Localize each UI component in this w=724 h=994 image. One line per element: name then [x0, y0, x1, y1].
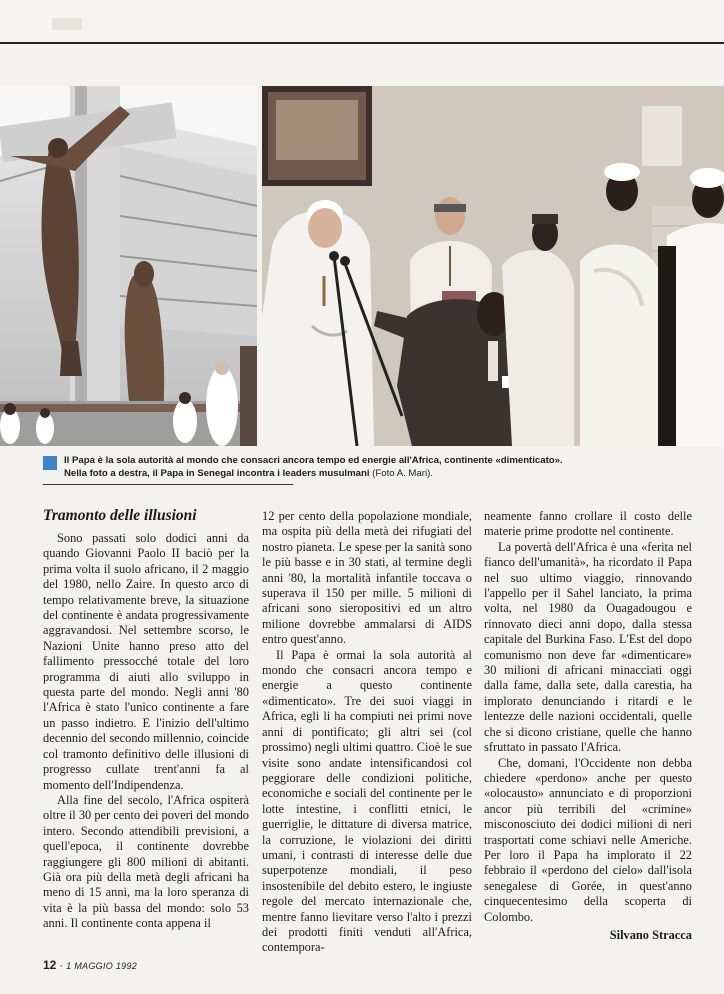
- page-footer: 12 · 1 MAGGIO 1992: [43, 958, 138, 972]
- author-signature: Silvano Stracca: [609, 928, 692, 942]
- article-column-2: [262, 509, 472, 956]
- caption-line-1: Il Papa è la sola autorità al mondo che consacri ancora tempo ed energie all'Africa, continente «dimenticato».: [64, 455, 563, 466]
- photo-credit: (Foto A. Mari).: [372, 468, 433, 479]
- caption-marker: [43, 456, 57, 470]
- page-number: 12: [43, 958, 57, 972]
- photo-caption: [64, 454, 704, 480]
- issue-date: 1 MAGGIO 1992: [66, 961, 138, 971]
- paragraph: Il Papa è ormai la sola autorità al mondo che consacri ancora tempo e energie a questo continente «dimenticato». Tre dei suoi viaggi in Africa, egli li ha compiuti nei primi nove anni di pontificato; gli altri sei (col prossimo) negli ultimi quattro. Cioè le sue visite sono andate intensificandosi col peggiorare delle condizioni politiche, economiche e sociali del continente per le lotte intestine, i conflitti etnici, le guerriglie, le dittature di diversa matrice, la corruzione, le violazioni dei diritti umani, i contrasti di interesse delle due superpotenze mondiali, il peso insostenibile del debito estero, le ingiuste regole del mercato internazionale che, mentre fanno lievitare verso l'alto i prezzi dei prodotti finiti venduti all'Africa, contempora-: [262, 647, 472, 955]
- page-header-band: [0, 0, 724, 42]
- article-title: Tramonto delle illusioni: [43, 507, 197, 524]
- article-column-3: [484, 509, 692, 925]
- paragraph: neamente fanno crollare il costo delle materie prime prodotte nel continente.: [484, 509, 692, 539]
- photo-crucifix: [0, 86, 257, 446]
- header-rule: [0, 42, 724, 44]
- paragraph: Sono passati solo dodici anni da quando Giovanni Paolo II baciò per la prima volta il suolo africano, il 2 maggio del 1980, nello Zaire. In questo arco di tempo relativamente breve, la situazione del continente è andata progressivamente aggravandosi. Nel settembre scorso, le Nazioni Unite hanno preso atto del fallimento pressocché totale del loro programma di aiuti allo sviluppo in questa parte del mondo. Negli anni '80 l'Africa è stato l'unico continente a fare un passo indietro. E l'inizio dell'ultimo decennio del secondo millennio, coincide col tramonto definitivo delle illusioni di progresso cullate trent'anni fa al momento dell'Indipendenza.: [43, 531, 249, 792]
- article-column-1: [43, 531, 249, 932]
- caption-line-2: Nella foto a destra, il Papa in Senegal incontra i leaders musulmani: [64, 468, 370, 479]
- photo-pope-senegal: [262, 86, 724, 446]
- paragraph: La povertà dell'Africa è una «ferita nel fianco dell'umanità», ha ricordato il Papa nel suo ultimo viaggio, rinnovando l'appello per il Sahel lanciato, la prima volta, nel 1980 da Ouagadougou e rinnovato dieci anni dopo, dalla stessa capitale del Burkina Faso. L'Est del dopo comunismo non deve far «dimenticare» 30 milioni di africani minacciati oggi dalla fame, dalla sete, dalla carestia, ha implorato denunciando i ritardi e le lentezze delle nazioni occidentali, quelle che si dicono cristiane, quelle che hanno sfruttato in passato l'Africa.: [484, 539, 692, 755]
- paragraph: Che, domani, l'Occidente non debba chiedere «perdono» anche per questo «olocausto» annunciato e di proporzioni ancor più terribili del «crimine» misconosciuto dei dodici milioni di neri trasportati come schiavi nelle Americhe. Per loro il Papa ha implorato il 22 febbraio il «perdono del cielo» dall'isola senegalese di Gorée, in quest'anno cinquecentesimo della scoperta di Colombo.: [484, 755, 692, 924]
- caption-rule: [43, 484, 293, 485]
- paragraph: 12 per cento della popolazione mondiale, ma ospita più della metà dei rifugiati del nostro pianeta. Le spese per la sanità sono le più basse e in 30 stati, al termine degli anni '80, la mortalità infantile toccava o superava il 150 per mille. 5 milioni di africani sono sieropositivi ed un altro milione dovrebbe ammalarsi di AIDS entro quest'anno.: [262, 509, 472, 647]
- paragraph: Alla fine del secolo, l'Africa ospiterà oltre il 30 per cento dei poveri del mondo intero. Secondo attendibili previsioni, a quell'epoca, il continente dovrebbe raggiungere gli 800 milioni di abitanti. Già ora più della metà degli africani ha meno di 15 anni, ma la loro speranza di vita è la più bassa del mondo: solo 53 anni. Il continente conta appena il: [43, 792, 249, 931]
